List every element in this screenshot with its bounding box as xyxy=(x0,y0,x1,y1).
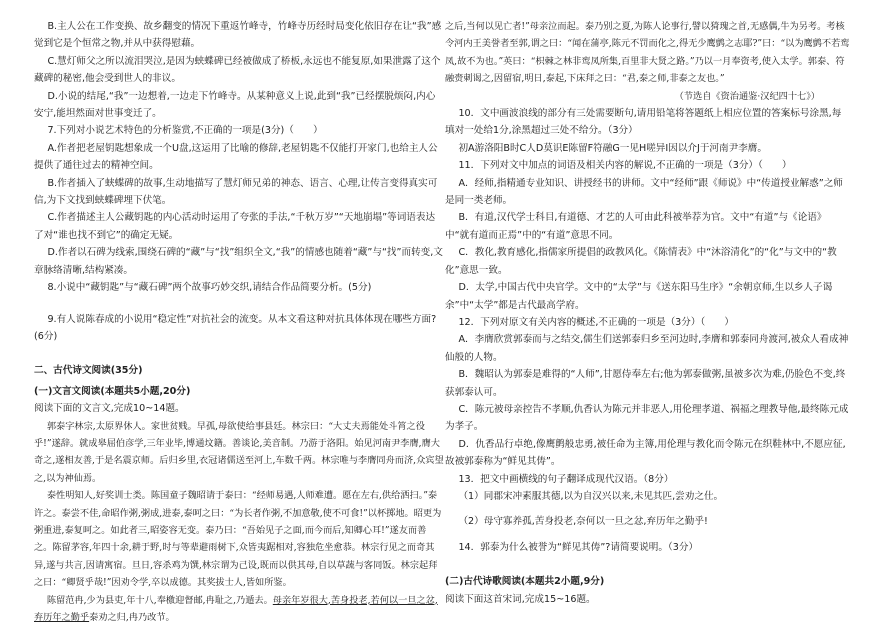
question-12-option-d: D．仇香品行卓绝,像鹰鹯般忠勇,被任命为主簿,用伦理与教化而令陈元在织鞋林中,不愿应征,故被郭泰称为“鲜见其俦”。 xyxy=(445,438,846,468)
question-12: 12．下列对原文有关内容的概述,不正确的一项是（3分）（ ） xyxy=(458,316,735,328)
option-d-text: D.小说的结尾,“我”一边想着,一边走下竹峰寺。从某种意义上说,此到“我”已经摆脱烦闷,内心安宁,能坦然面对世事变迁了。 xyxy=(34,90,436,120)
question-10: 10．文中画波浪线的部分有三处需要断句,请用铅笔将答题纸上相应位置的答案标号涂黑,每填对一处给1分,涂黑超过三处不给分。（3分） xyxy=(445,108,842,137)
question-8: 8.小说中“藏钥匙”与“藏石碑”两个故事巧妙交织,请结合作品简要分析。(5分) xyxy=(47,282,372,294)
question-11-option-b: B．有道,汉代学士科目,有道德、才艺的人可由此科被举荐为官。文中“有道”与《论语》中“就有道而正焉”中的“有道”意思不同。 xyxy=(445,212,827,241)
question-9: 9.有人说陈春成的小说用“稳定性”对抗社会的流变。从本文看这种对抗具体体现在哪些方面?(6分) xyxy=(34,313,437,342)
underlined-sentence: 母亲年岁很大,苦身投老,若何以一旦之忿,弃历年之勤乎 xyxy=(34,594,438,623)
question-11-option-a: A．经师,指精通专业知识、讲授经书的讲师。文中“经师”跟《师说》中“传道授业解惑”之师是同一类老师。 xyxy=(445,177,843,207)
question-7: 7.下列对小说艺术特色的分析鉴赏,不正确的一项是(3分)（ ） xyxy=(47,125,323,137)
option-b-text: B.主人公在工作变换、故乡翻变的情况下重返竹峰寺，竹峰寺历经时局变化依旧存在让“我”感觉到它是个恒常之物,并从中获得慰藉。 xyxy=(34,21,442,50)
right-column xyxy=(445,18,850,608)
question-13-part-2: （2）母守寡养孤,苦身投老,奈何以一旦之忿,弃历年之勤乎! xyxy=(458,516,708,528)
option-c-text: C.慧灯师父之所以流泪哭泣,是因为蛱蝶碑已经被做成了桥板,永远也不能复原,如果泄露了这个藏碑的秘密,他会受到世人的非议。 xyxy=(34,55,441,85)
question-7-option-a: A.作者把老屋钥匙想象成一个U盘,这运用了比喻的修辞,老屋钥匙不仅能打开家门,也给主人公提供了通往过去的精神空间。 xyxy=(34,142,438,172)
reading-instruction: 阅读下面的文言文,完成10~14题。 xyxy=(34,403,185,415)
subsection-heading-poetry: (二)古代诗歌阅读(本题共2小题,9分) xyxy=(445,576,605,588)
question-11-option-c: C．教化,教育感化,指儒家所提倡的政教风化。《陈情表》中“沐浴清化”的“化”与文中的“教化”意思一致。 xyxy=(445,247,837,276)
question-11-option-d: D．太学,中国古代中央官学。文中的“太学”与《送东阳马生序》“余朝京师,生以乡人子谒余”中“太学”都是古代最高学府。 xyxy=(445,282,833,311)
question-12-option-a: A．李膺欣赏郭泰而与之结交,儒生们送郭泰归乡至河边时,李膺和郭泰同舟渡河,被众人看成神仙般的人物。 xyxy=(445,334,849,363)
passage-text-tail: 泰劝之归,冉乃改节。 xyxy=(89,612,175,623)
classical-passage-paragraph-1: 郭泰字林宗,太原界休人。家世贫贱。早孤,母欲使给事县廷。林宗曰：“大丈夫焉能处斗筲之役乎!”遂辞。就成皋屈伯彦学,三年业毕,博通坟籍。善谈论,美音制。乃游于洛阳。始见河南尹李膺,膺大奇之,遂相友善,于是名震京师。后归乡里,衣冠诸儒送至河上,车数千两。林宗唯与李膺同舟而济,众宾望之,以为神仙焉。 xyxy=(34,420,444,484)
question-12-option-c: C．陈元被母亲控告不孝顺,仇香认为陈元并非恶人,用伦理孝道、祸福之理教导他,最终陈元成为孝子。 xyxy=(445,403,849,433)
question-7-option-c: C.作者描述主人公藏钥匙的内心活动时运用了夸张的手法,“千秋万岁”“天地崩塌”等词语表达了对“谁也找不到它”的确定无疑。 xyxy=(34,212,436,241)
question-7-option-d: D.作者以石碑为线索,围绕石碑的“藏”与“找”组织全文,“我”的情感也随着“藏”与“找”而转变,文章脉络清晰,结构紧凑。 xyxy=(34,247,443,276)
section-heading: 二、古代诗文阅读(35分) xyxy=(34,365,143,377)
question-12-option-b: B．魏昭认为郭泰是难得的“人师”,甘愿侍奉左右;他为郭泰做粥,虽被多次为难,仍脸色不变,终获郭泰认可。 xyxy=(445,369,846,398)
question-7-option-b: B.作者插入了蛱蝶碑的故事,生动地描写了慧灯师兄弟的神态、语言、心理,让传言变得真实可信,为下文找到蛱蝶碑埋下伏笔。 xyxy=(34,177,438,207)
source-citation: （节选自《资治通鉴·汉纪四十七》） xyxy=(674,90,820,102)
question-14: 14．郭泰为什么被誉为“鲜见其俦”?请简要说明。（3分） xyxy=(458,541,699,553)
question-13: 13．把文中画横线的句子翻译成现代汉语。（8分） xyxy=(458,473,674,485)
subsection-heading: (一)文言文阅读(本题共5小题,20分) xyxy=(34,385,191,397)
left-column xyxy=(34,18,444,626)
question-13-part-1: （1）同郡宋冲素服其德,以为自汉兴以来,未见其匹,尝劝之仕。 xyxy=(458,490,724,502)
question-10-options: 初A游洛阳B时C人D莫识E陈留F符融G一见H嗟异I因以介J于河南尹李膺。 xyxy=(458,142,767,154)
classical-passage-paragraph-3 xyxy=(34,592,444,626)
poetry-instruction: 阅读下面这首宋词,完成15~16题。 xyxy=(445,593,596,605)
question-11: 11．下列对文中加点的词语及相关内容的解说,不正确的一项是（3分）（ ） xyxy=(458,160,792,172)
passage-text: 陈留范冉,少为县吏,年十八,奉檄迎督邮,冉耻之,乃遁去。 xyxy=(46,594,273,606)
classical-passage-continued: 之后,当何以见亡者!”母亲泣而起。泰乃别之夏,为陈人论事行,譬以猗瑰之首,无感偶,牛为另考。考核令河内王美誉者至郭,谓之曰：“闻在蒲亭,陈元不罚而化之,得无少鹰鹯之志耶?”曰：“以为鹰鹯不若鸾凤,故不为也。”英曰：“枳棘之林非鸾凤所集,百里非大贤之路。”乃以一月奉资考,使入太学。郭泰、符融赍刺谒之,因留宿,明日,泰起,下床拜之曰：“君,泰之师,非泰之友也。” xyxy=(445,21,850,85)
classical-passage-paragraph-2: 泰性明知人,好奖训士类。陈国童子魏昭请于泰曰：“经师易遇,人师难遭。愿在左右,供给洒扫。”泰许之。泰尝不佳,命昭作粥,粥成,进泰,泰呵之曰：“为长者作粥,不加意敬,使不可食!”以杯掷地。昭更为粥重进,泰复呵之。如此者三,昭姿容无变。泰乃曰：“吾始见子之面,而今而后,知卿心耳!”遂友而善之。陈留茅容,年四十余,耕于野,时与等辈避雨树下,众皆夷踞相对,容独危坐愈恭。林宗行见之而奇其异,遂与共言,因请寓宿。旦日,容杀鸡为馔,林宗谓为己设,既而以供其母,自以草蔬与客同饭。林宗起拜之曰：“卿贤乎哉!”因劝令学,卒以成德。其奖拔士人,皆如所鉴。 xyxy=(34,490,442,589)
